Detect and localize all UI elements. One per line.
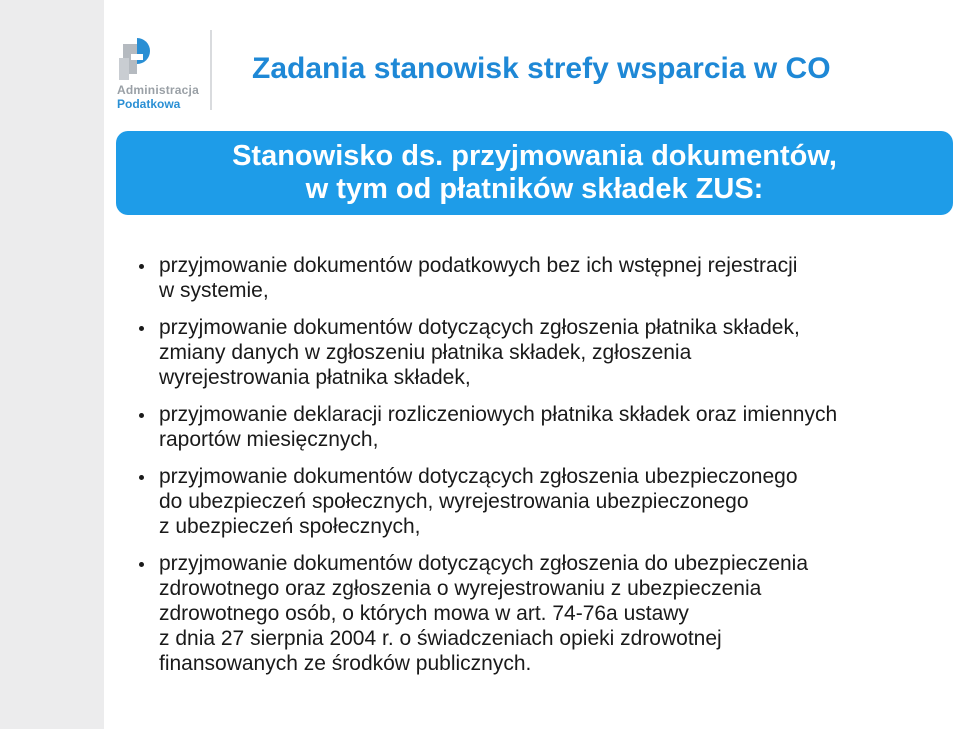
list-item-line: zdrowotnego oraz zgłoszenia o wyrejestrowaniu z ubezpieczenia (159, 577, 762, 600)
list-item-line: przyjmowanie dokumentów dotyczących zgłoszenia płatnika składek, (159, 316, 800, 339)
list-item-line: przyjmowanie dokumentów podatkowych bez ich wstępnej rejestracji (159, 254, 798, 277)
logo-text-administracja: Administracja (117, 83, 199, 97)
banner-line-2: w tym od płatników składek ZUS: (305, 173, 764, 205)
list-item-line: zmiany danych w zgłoszeniu płatnika składek, zgłoszenia (159, 341, 692, 364)
list-item-line: przyjmowanie dokumentów dotyczących zgłoszenia do ubezpieczenia (159, 552, 809, 575)
administracja-podatkowa-logo (117, 30, 207, 111)
banner-line-1: Stanowisko ds. przyjmowania dokumentów, (232, 140, 837, 172)
bullet-icon (139, 413, 144, 418)
list-item-line: zdrowotnego osób, o których mowa w art. 74-76a ustawy (159, 602, 689, 625)
bullet-icon (139, 264, 144, 269)
list-item-line: finansowanych ze środków publicznych. (159, 652, 532, 675)
list-item (135, 551, 950, 676)
list-item (135, 402, 950, 452)
list-item (135, 464, 950, 539)
list-item-line: w systemie, (159, 279, 269, 302)
logo-mark-icon (117, 30, 161, 80)
list-item-line: do ubezpieczeń społecznych, wyrejestrowania ubezpieczonego (159, 490, 749, 513)
list-item-line: z dnia 27 sierpnia 2004 r. o świadczeniach opieki zdrowotnej (159, 627, 722, 650)
header-divider (210, 30, 212, 110)
list-item-line: przyjmowanie dokumentów dotyczących zgłoszenia ubezpieczonego (159, 465, 798, 488)
list-item-line: przyjmowanie deklaracji rozliczeniowych płatnika składek oraz imiennych (159, 403, 838, 426)
section-banner (116, 131, 953, 215)
logo-text-podatkowa: Podatkowa (117, 97, 181, 111)
list-item-line: z ubezpieczeń społecznych, (159, 515, 421, 538)
bullet-icon (139, 326, 144, 331)
duties-list (135, 253, 950, 688)
bullet-icon (139, 475, 144, 480)
list-item-line: wyrejestrowania płatnika składek, (159, 366, 471, 389)
page-title: Zadania stanowisk strefy wsparcia w CO (252, 52, 831, 85)
list-item-line: raportów miesięcznych, (159, 428, 379, 451)
bullet-icon (139, 562, 144, 567)
left-side-band (0, 0, 104, 729)
list-item (135, 315, 950, 390)
list-item (135, 253, 950, 303)
